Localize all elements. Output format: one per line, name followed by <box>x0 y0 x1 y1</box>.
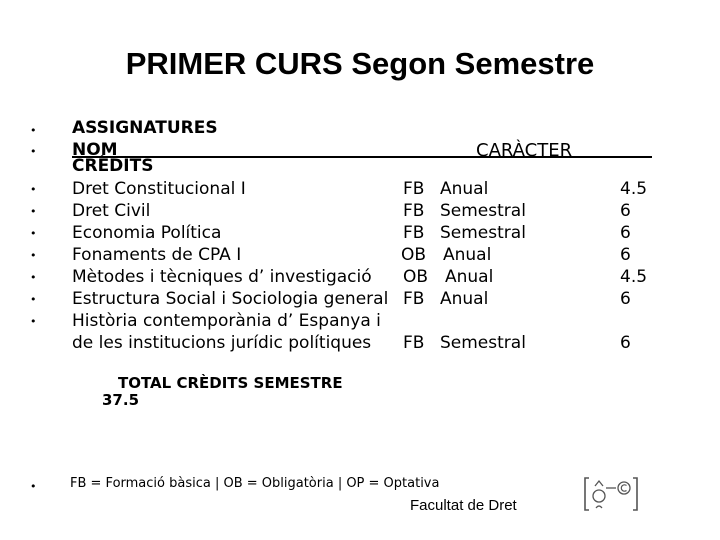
bullet-icon: • <box>30 145 37 158</box>
subject-name-continued: de les institucions jurídic polítiques <box>72 333 372 353</box>
faculty-name: Facultat de Dret <box>410 497 517 514</box>
subject-name: Estructura Social i Sociologia general <box>72 289 389 309</box>
subject-name: Dret Constitucional I <box>72 179 246 199</box>
subject-name: Fonaments de CPA I <box>72 245 242 265</box>
subject-period: Anual <box>440 289 489 309</box>
subject-credits: 4.5 <box>620 267 648 287</box>
header-rule <box>72 156 652 158</box>
subject-period: Anual <box>443 245 492 265</box>
bullet-icon: • <box>30 227 37 240</box>
bullet-icon: • <box>30 480 37 493</box>
header-character: CARÀCTER <box>476 140 573 161</box>
subject-period: Anual <box>445 267 494 287</box>
subject-type: OB <box>401 245 427 265</box>
header-name: NOM <box>72 140 118 160</box>
legend-text: FB = Formació bàsica | OB = Obligatòria | OP = Optativa <box>70 476 440 491</box>
subject-credits: 6 <box>620 289 631 309</box>
subject-name: Història contemporània d’ Espanya i <box>72 311 381 331</box>
bullet-icon: • <box>30 293 37 306</box>
subject-type: OB <box>403 267 429 287</box>
subject-type: FB <box>403 333 425 353</box>
subject-type: FB <box>403 289 425 309</box>
subject-period: Anual <box>440 179 489 199</box>
bullet-icon: • <box>30 271 37 284</box>
bullet-icon: • <box>30 249 37 262</box>
total-label: TOTAL CRÈDITS SEMESTRE <box>118 374 343 392</box>
header-credits: CRÈDITS <box>72 156 154 176</box>
bullet-icon: • <box>30 205 37 218</box>
header-subjects: ASSIGNATURES <box>72 118 218 138</box>
subject-name: Mètodes i tècniques d’ investigació <box>72 267 372 287</box>
subject-type: FB <box>403 223 425 243</box>
bullet-icon: • <box>30 315 37 328</box>
page-title: PRIMER CURS Segon Semestre <box>125 46 595 81</box>
subject-name: Dret Civil <box>72 201 151 221</box>
subject-credits: 6 <box>620 201 631 221</box>
subject-credits: 6 <box>620 333 631 353</box>
bullet-icon: • <box>30 183 37 196</box>
subject-type: FB <box>403 201 425 221</box>
subject-credits: 6 <box>620 223 631 243</box>
subject-period: Semestral <box>440 201 526 221</box>
subject-credits: 4.5 <box>620 179 648 199</box>
subject-name: Economia Política <box>72 223 222 243</box>
total-value: 37.5 <box>102 391 140 409</box>
bullet-icon: • <box>30 124 37 137</box>
subject-period: Semestral <box>440 223 526 243</box>
subject-type: FB <box>403 179 425 199</box>
subject-period: Semestral <box>440 333 526 353</box>
subject-credits: 6 <box>620 245 631 265</box>
faculty-logo-icon <box>583 474 639 514</box>
